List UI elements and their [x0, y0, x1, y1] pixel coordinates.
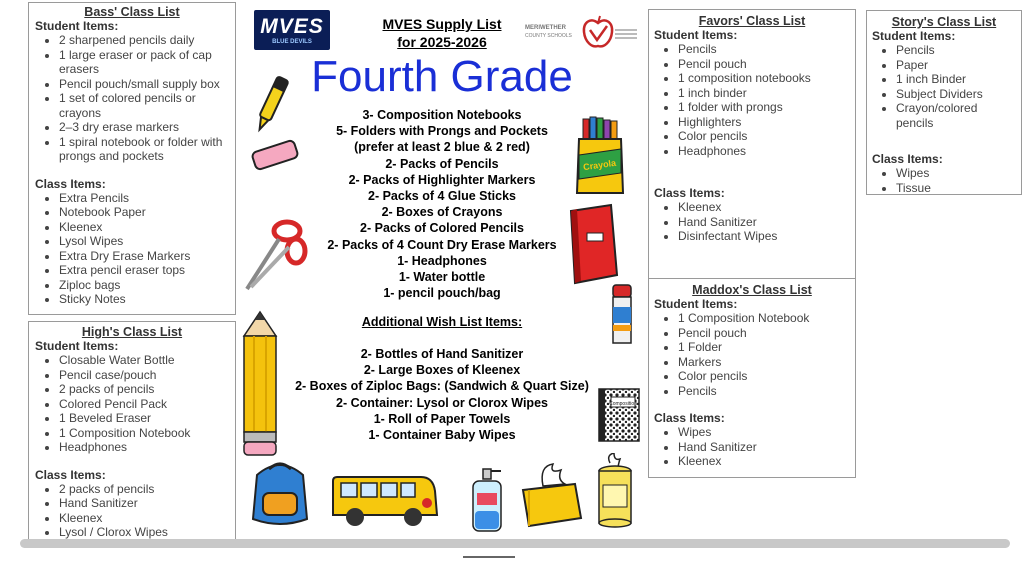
- resize-handle[interactable]: [463, 556, 515, 558]
- list-item: • Colored Pencil Pack: [59, 397, 229, 412]
- list-item: • Kleenex: [678, 454, 850, 469]
- list-item: • Pencil pouch: [678, 57, 850, 72]
- favors-student-list: [654, 42, 850, 158]
- list-item: • Markers: [678, 355, 850, 370]
- high-class-list-items: [35, 482, 229, 540]
- list-item: • Pencil pouch: [678, 326, 850, 341]
- list-item: • Paper: [896, 58, 1016, 73]
- eraser-icon: [249, 137, 301, 173]
- supply-item: 2- Boxes of Crayons: [381, 205, 503, 220]
- list-item: • Crayon/colored pencils: [896, 101, 1016, 130]
- list-item: • Wipes: [678, 425, 850, 440]
- supply-item: 1- pencil pouch/bag: [383, 286, 501, 301]
- list-item: • Lysol / Clorox Wipes: [59, 525, 229, 540]
- bass-class-list: [28, 2, 236, 315]
- story-class-list-items: [872, 166, 1016, 195]
- district-tagline: [615, 27, 637, 41]
- list-item: • Extra Dry Erase Markers: [59, 249, 229, 264]
- district-name-line1: MERIWETHER: [525, 25, 566, 31]
- bass-class-label: Class Items:: [35, 176, 106, 191]
- maddox-title: Maddox's Class List: [692, 283, 812, 297]
- maddox-class-label: Class Items:: [654, 411, 725, 425]
- list-item: • 1 Folder: [678, 340, 850, 355]
- list-item: • Extra Pencils: [59, 191, 229, 206]
- list-item: • 1 inch binder: [678, 86, 850, 101]
- list-item: • 1 Composition Notebook: [678, 311, 850, 326]
- supply-list-flyer: [237, 5, 647, 536]
- favors-title: Favors' Class List: [698, 14, 806, 28]
- grade-heading: Fourth Grade: [311, 52, 573, 101]
- story-student-label: Student Items:: [872, 29, 956, 43]
- story-class-label: Class Items:: [872, 152, 943, 166]
- supply-item: 2- Packs of 4 Glue Sticks: [368, 189, 516, 204]
- notebook-label: Composition: [609, 401, 637, 407]
- wish-list: [237, 346, 647, 443]
- wish-item: 2- Boxes of Ziploc Bags: (Sandwich & Quart Size): [295, 379, 589, 394]
- list-item: • 1 inch Binder: [896, 72, 1016, 87]
- maddox-class-list: [648, 278, 856, 478]
- wish-item: 2- Container: Lysol or Clorox Wipes: [336, 395, 548, 410]
- list-item: • 2 sharpened pencils daily: [59, 33, 229, 48]
- list-item: • Kleenex: [59, 220, 229, 235]
- story-class-list: [866, 10, 1022, 195]
- district-name-line2: COUNTY SCHOOLS: [525, 33, 572, 39]
- supply-item: 5- Folders with Prongs and Pockets: [336, 124, 548, 139]
- list-item: • Sticky Notes: [59, 292, 229, 307]
- hand-sanitizer-icon: [469, 467, 505, 533]
- list-item: • Hand Sanitizer: [678, 215, 850, 230]
- list-item: • 2 packs of pencils: [59, 482, 229, 497]
- supply-item: 2- Packs of 4 Count Dry Erase Markers: [327, 237, 557, 252]
- list-item: • Headphones: [678, 144, 850, 159]
- binder-icon: [563, 203, 623, 285]
- list-item: • Kleenex: [59, 511, 229, 526]
- supply-item: 2- Packs of Pencils: [385, 156, 499, 171]
- favors-class-list-items: [654, 200, 850, 244]
- bass-class-list: [35, 191, 229, 307]
- list-item: • Highlighters: [678, 115, 850, 130]
- list-item: • Color pencils: [678, 369, 850, 384]
- logo-subtext: BLUE DEVILS: [272, 39, 312, 45]
- favors-class-list: [648, 9, 856, 279]
- scissors-icon: [241, 215, 311, 295]
- list-item: • Wipes: [896, 166, 1016, 181]
- high-student-label: Student Items:: [35, 339, 119, 353]
- district-logo: [525, 13, 637, 53]
- list-item: • 1 folder with prongs: [678, 100, 850, 115]
- wish-list-heading: Additional Wish List Items:: [361, 315, 523, 329]
- wish-item: 1- Roll of Paper Towels: [373, 411, 511, 426]
- supply-item: 1- Headphones: [397, 253, 487, 268]
- list-item: • Pencils: [678, 384, 850, 399]
- maddox-class-list-items: [654, 425, 850, 469]
- list-item: • Pencils: [678, 42, 850, 57]
- high-student-list: [35, 353, 229, 455]
- list-item: • 1 large eraser or pack of cap erasers: [59, 48, 229, 77]
- story-title: Story's Class List: [891, 15, 997, 29]
- flyer-title-line1: MVES Supply List: [382, 16, 502, 32]
- maddox-student-list: [654, 311, 850, 398]
- backpack-icon: [243, 455, 317, 529]
- list-item: • 2 packs of pencils: [59, 382, 229, 397]
- school-logo: [254, 10, 330, 50]
- wish-item: 2- Bottles of Hand Sanitizer: [360, 347, 524, 361]
- crayon-box-icon: [573, 115, 625, 195]
- list-item: • Subject Dividers: [896, 87, 1016, 102]
- wipes-container-icon: [592, 453, 638, 529]
- list-item: • Disinfectant Wipes: [678, 229, 850, 244]
- school-bus-icon: [329, 467, 441, 533]
- list-item: • Pencil case/pouch: [59, 368, 229, 383]
- list-item: • Ziploc bags: [59, 278, 229, 293]
- list-item: • Headphones: [59, 440, 229, 455]
- high-title: High's Class List: [81, 325, 183, 339]
- list-item: • Extra pencil eraser tops: [59, 263, 229, 278]
- list-item: • Tissue: [896, 181, 1016, 196]
- pencil-icon: [240, 310, 280, 458]
- glue-stick-icon: [607, 281, 637, 347]
- high-class-list: [28, 321, 236, 541]
- list-item: • Pencils: [896, 43, 1016, 58]
- supply-item: 2- Packs of Colored Pencils: [360, 221, 524, 236]
- story-student-list: [872, 43, 1016, 130]
- favors-class-label: Class Items:: [654, 186, 725, 200]
- list-item: • 1 composition notebooks: [678, 71, 850, 86]
- list-item: • 1 set of colored pencils or crayons: [59, 91, 229, 120]
- list-item: • Kleenex: [678, 200, 850, 215]
- list-item: • Lysol Wipes: [59, 234, 229, 249]
- logo-text: MVES: [260, 15, 324, 38]
- supply-item: 1- Water bottle: [398, 270, 486, 285]
- wish-item: 2- Large Boxes of Kleenex: [363, 363, 521, 378]
- tissue-box-icon: [517, 460, 587, 530]
- bass-student-label: Student Items:: [35, 19, 119, 33]
- list-item: • 2–3 dry erase markers: [59, 120, 229, 135]
- horizontal-scrollbar[interactable]: [20, 539, 1010, 548]
- list-item: • 1 spiral notebook or folder with prongs and pockets: [59, 135, 229, 164]
- list-item: • 1 Composition Notebook: [59, 426, 229, 441]
- list-item: • Hand Sanitizer: [59, 496, 229, 511]
- list-item: • 1 Beveled Eraser: [59, 411, 229, 426]
- bass-title: Bass' Class List: [84, 5, 180, 19]
- crayon-box-label: Crayola: [582, 157, 617, 173]
- list-item: • Pencil pouch/small supply box: [59, 77, 229, 92]
- favors-student-label: Student Items:: [654, 28, 738, 42]
- bass-student-list: [35, 33, 229, 164]
- supply-item: 3- Composition Notebooks: [362, 108, 522, 122]
- composition-notebook-icon: [597, 387, 641, 443]
- flyer-title-line2: for 2025-2026: [397, 34, 487, 50]
- maddox-student-label: Student Items:: [654, 297, 738, 311]
- list-item: • Color pencils: [678, 129, 850, 144]
- marker-icon: [251, 70, 291, 140]
- list-item: • Notebook Paper: [59, 205, 229, 220]
- apple-icon: [581, 14, 615, 50]
- supply-item: (prefer at least 2 blue & 2 red): [354, 140, 530, 155]
- list-item: • Closable Water Bottle: [59, 353, 229, 368]
- high-class-label: Class Items:: [35, 467, 106, 482]
- wish-item: 1- Container Baby Wipes: [368, 428, 516, 443]
- list-item: • Hand Sanitizer: [678, 440, 850, 455]
- supply-item: 2- Packs of Highlighter Markers: [348, 172, 536, 187]
